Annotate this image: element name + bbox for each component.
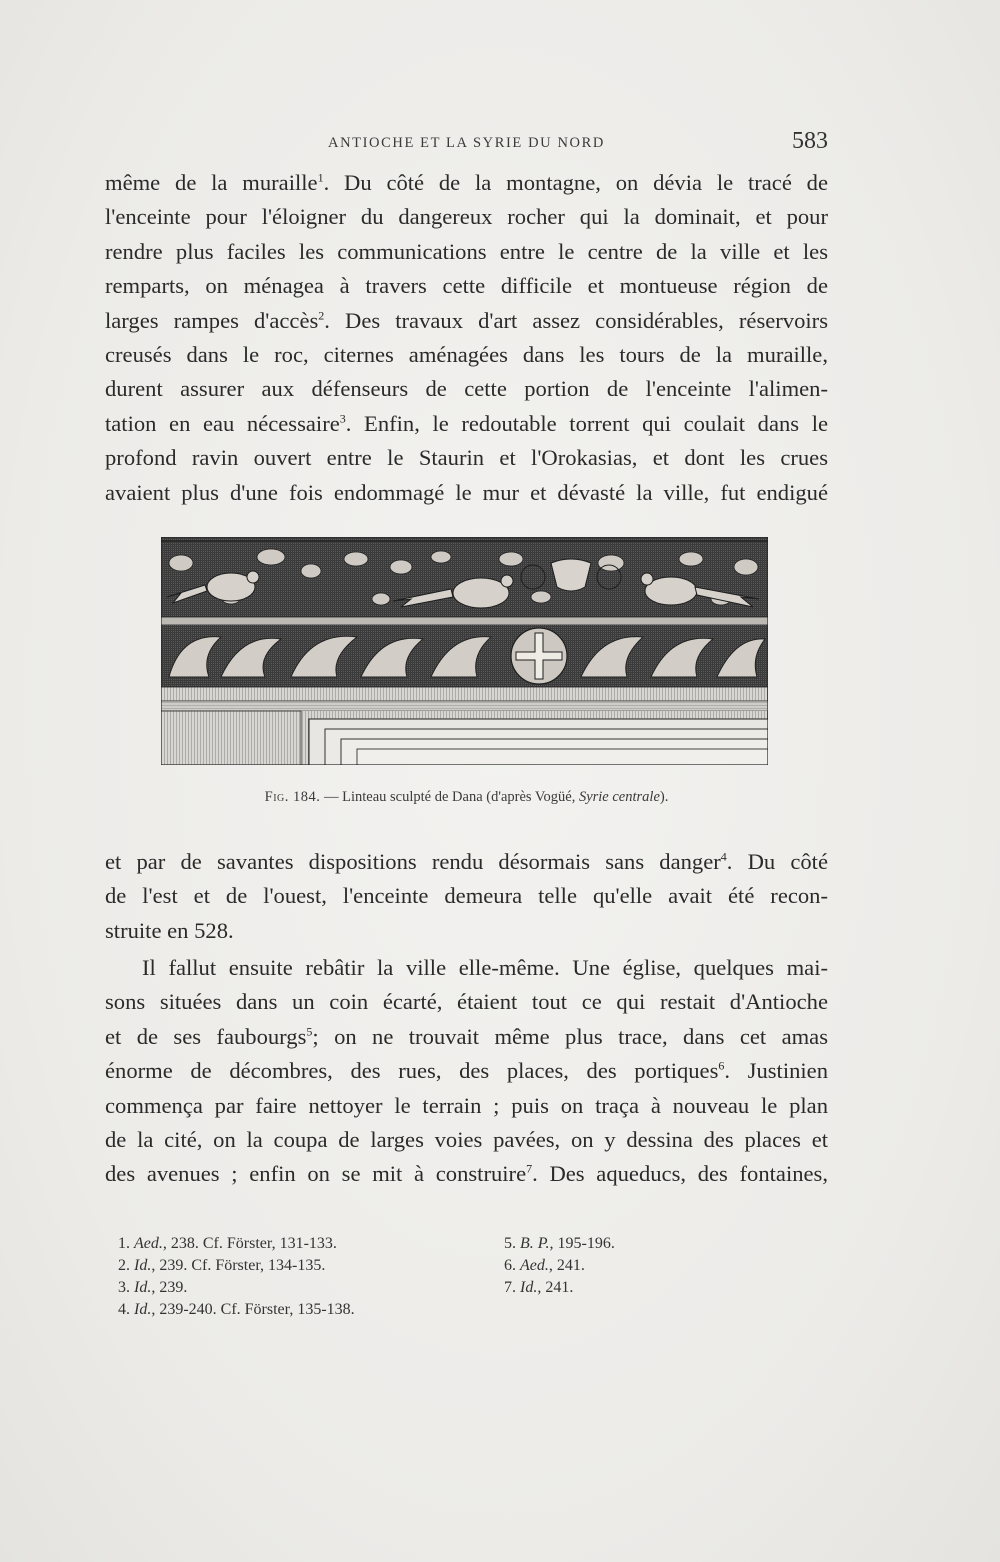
- text-line: Il fallut ensuite rebâtir la ville elle-même. Une église, quelques mai-: [142, 955, 828, 980]
- text-line: des avenues ; enfin on se mit à construire$^7$. Des aqueducs, des fontaines,: [105, 1161, 828, 1187]
- text-line: struite en 528.: [105, 917, 234, 943]
- text-line: avaient plus d'une fois endommagé le mur et dévasté la ville, fut endigué: [105, 479, 828, 505]
- text-line: larges rampes d'accès$^2$. Des travaux d'art assez considérables, réservoirs: [105, 307, 828, 333]
- footnote: 3. Id., 239.: [118, 1279, 188, 1296]
- text-line: même de la muraille$^1$. Du côté de la montagne, on dévia le tracé de: [105, 170, 828, 195]
- footnote-ref[interactable]: 7: [526, 1161, 533, 1176]
- text-line: énorme de décombres, des rues, des places, des portiques$^6$. Justinien: [105, 1058, 828, 1084]
- footnote-ref[interactable]: 5: [306, 1024, 313, 1039]
- text-line: et de ses faubourgs$^5$; on ne trouvait même plus trace, dans cet amas: [105, 1023, 828, 1049]
- text-line: rendre plus faciles les communications entre le centre de la ville et les: [105, 238, 828, 264]
- paragraph-1: [105, 166, 828, 510]
- text-line: commença par faire nettoyer le terrain ; puis on traça à nouveau le plan: [105, 1092, 828, 1118]
- lintel-engraving: [161, 537, 768, 765]
- paragraph-3: [105, 951, 828, 1192]
- page-number: 583: [792, 128, 828, 154]
- footnote: 5. B. P., 195-196.: [504, 1235, 615, 1252]
- text-line: profond ravin ouvert entre le Staurin et l'Orokasias, et dont les crues: [105, 445, 828, 471]
- footnote: 4. Id., 239-240. Cf. Förster, 135-138.: [118, 1301, 355, 1318]
- footnote: 2. Id., 239. Cf. Förster, 134-135.: [118, 1257, 326, 1274]
- paragraph-2: [105, 845, 828, 948]
- footnote: 7. Id., 241.: [504, 1279, 574, 1296]
- figure-label: Fig. 184.: [264, 789, 321, 805]
- running-head: [105, 128, 828, 158]
- text-line: tation en eau nécessaire$^3$. Enfin, le redoutable torrent qui coulait dans le: [105, 410, 829, 436]
- text-line: de l'est et de l'ouest, l'enceinte demeura telle qu'elle avait été recon-: [105, 883, 828, 909]
- running-title: ANTIOCHE ET LA SYRIE DU NORD: [328, 135, 605, 151]
- caption-text: Linteau sculpté de Dana (d'après Vogüé,: [342, 789, 579, 805]
- text-line: sons situées dans un coin écarté, étaient tout ce qui restait d'Antioche: [105, 989, 828, 1015]
- footnotes-right-column: [504, 1233, 724, 1299]
- text-line: creusés dans le roc, citernes aménagées dans les tours de la muraille,: [105, 341, 828, 367]
- text-line: de la cité, on la coupa de larges voies pavées, on y dessina des places et: [105, 1126, 828, 1152]
- text-line: durent assurer aux défenseurs de cette portion de l'enceinte l'alimen-: [105, 376, 828, 402]
- caption-source-title: Syrie centrale: [578, 789, 660, 805]
- footnote-ref[interactable]: 3: [339, 411, 346, 426]
- footnote-ref[interactable]: 2: [318, 308, 325, 323]
- footnote-ref[interactable]: 4: [720, 849, 727, 864]
- text-line: et par de savantes dispositions rendu désormais sans danger$^4$. Du côté: [105, 849, 828, 874]
- figure-caption: Fig. 184. — Linteau sculpté de Dana (d'après Vogüé, Syrie centrale).: [264, 789, 669, 805]
- footnote-ref[interactable]: 6: [718, 1058, 725, 1073]
- text-line: remparts, on ménagea à travers cette difficile et montueuse région de: [105, 273, 828, 299]
- footnote-ref[interactable]: 1: [317, 170, 324, 185]
- footnote: 1. Aed., 238. Cf. Förster, 131-133.: [118, 1235, 337, 1252]
- text-line: l'enceinte pour l'éloigner du dangereux rocher qui la dominait, et pour: [105, 204, 828, 230]
- footnote: 6. Aed., 241.: [504, 1257, 585, 1274]
- footnotes-left-column: [118, 1233, 448, 1321]
